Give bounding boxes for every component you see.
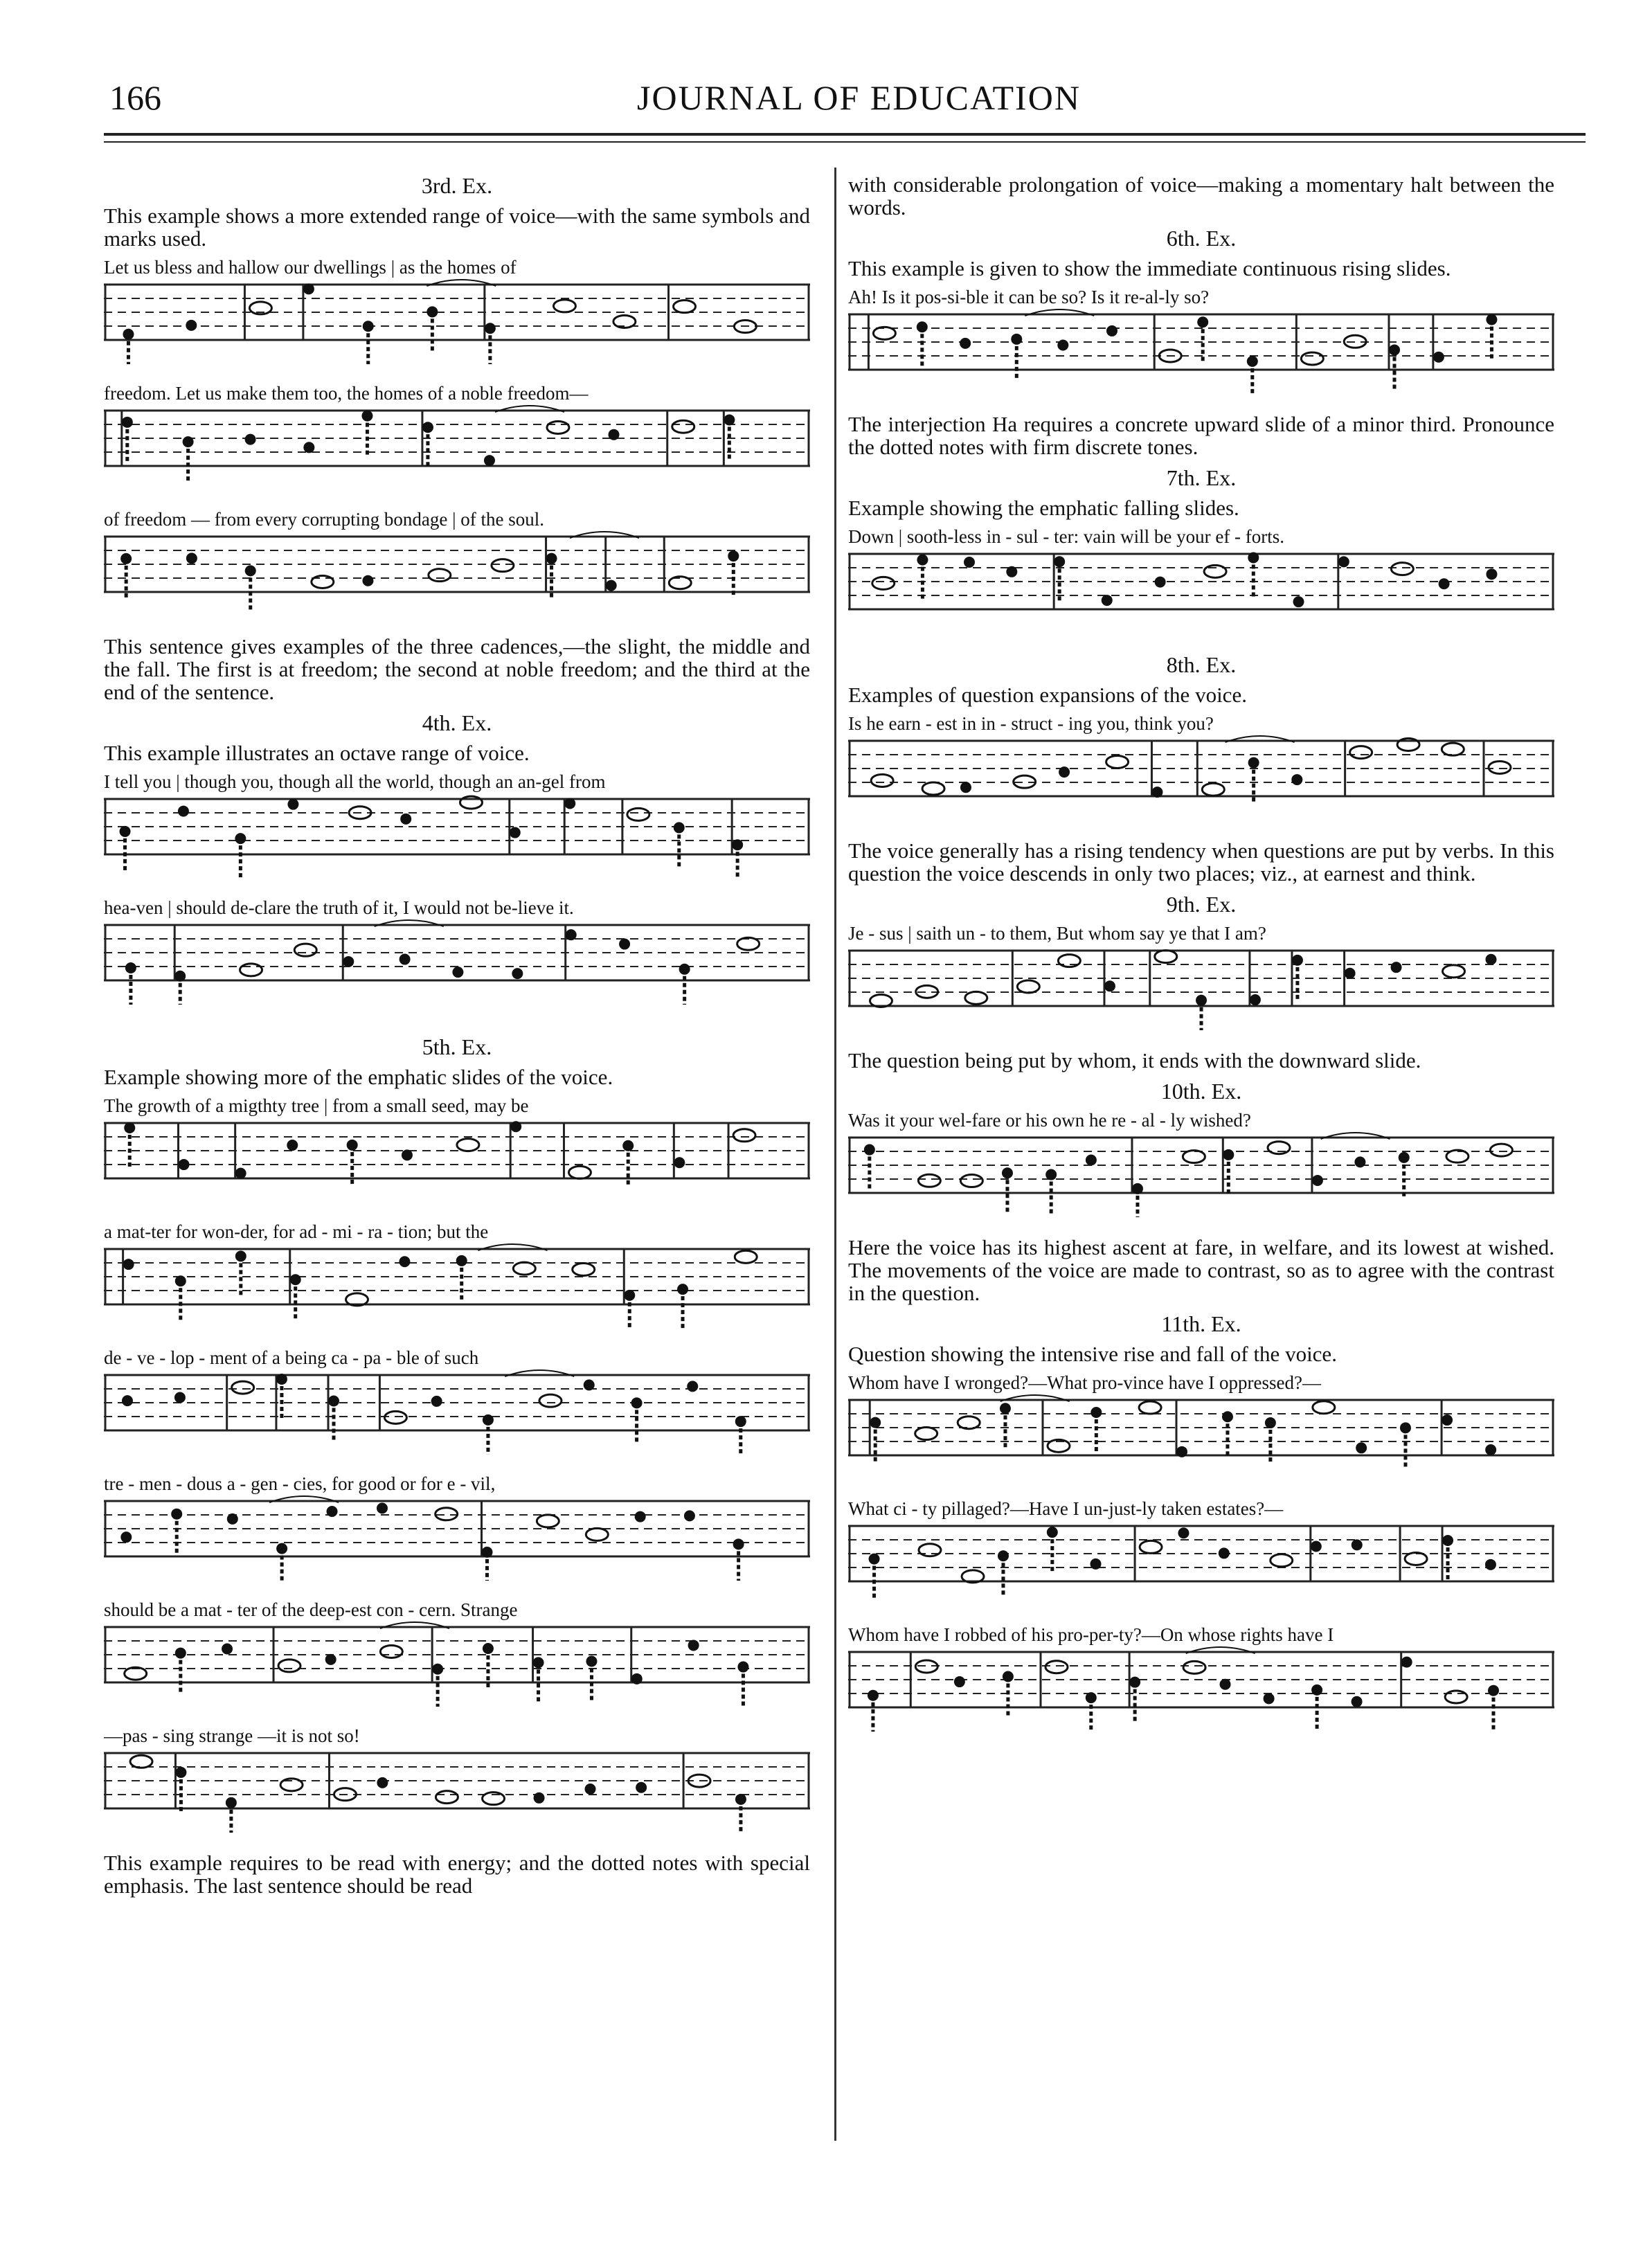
example-heading: 3rd. Ex.	[421, 173, 493, 198]
music-staff	[848, 734, 1554, 824]
column-divider	[834, 168, 836, 2141]
music-staff	[104, 1368, 810, 1458]
example-heading: 9th. Ex.	[1166, 892, 1237, 917]
example-heading: 4th. Ex.	[422, 710, 492, 735]
right-column	[848, 173, 1554, 1750]
example-heading: 10th. Ex.	[1160, 1079, 1242, 1104]
music-staff	[104, 1116, 810, 1206]
music-staff	[848, 1519, 1554, 1609]
paragraph: This example is given to show the immediate continuous rising slides.	[848, 256, 1451, 280]
music-staff	[104, 1242, 810, 1332]
lyric-line: a mat-ter for won-der, for ad - mi - ra - tion; but the	[104, 1221, 489, 1242]
lyric-line: de - ve - lop - ment of a being ca - pa - ble of such	[104, 1347, 479, 1368]
paragraph: Here the voice has its highest ascent at fare, in welfare, and its lowest at wished. The movements of the voice are made to contrast, so as to agree with the contrast in the question.	[848, 1235, 1554, 1305]
music-staff	[104, 1494, 810, 1584]
music-staff	[104, 530, 810, 620]
lyric-line: Let us bless and hallow our dwellings | as the homes of	[104, 257, 517, 278]
paragraph: This sentence gives examples of the three cadences,—the slight, the middle and the fall. The first is at freedom; the second at noble freedom; and the third at the end of the sentence.	[104, 634, 810, 704]
header-rule	[104, 133, 1586, 136]
example-heading: 5th. Ex.	[422, 1034, 492, 1059]
music-staff	[848, 307, 1554, 397]
lyric-line: Down | sooth-less in - sul - ter: vain will be your ef - forts.	[848, 526, 1285, 547]
music-staff	[848, 547, 1554, 637]
music-staff	[104, 278, 810, 368]
music-staff	[104, 792, 810, 882]
paragraph: with considerable prolongation of voice—making a momentary halt between the words.	[848, 172, 1554, 219]
music-staff	[848, 1393, 1554, 1483]
lyric-line: Whom have I wronged?—What pro-vince have I oppressed?—	[848, 1372, 1321, 1393]
paragraph: Example showing more of the emphatic slides of the voice.	[104, 1065, 613, 1089]
lyric-line: Whom have I robbed of his pro-per-ty?—On whose rights have I	[848, 1624, 1334, 1645]
example-heading: 11th. Ex.	[1161, 1311, 1241, 1336]
paragraph: This example illustrates an octave range of voice.	[104, 741, 530, 765]
header-rule-double	[104, 141, 1586, 143]
paragraph: This example shows a more extended range of voice—with the same symbols and marks used.	[104, 204, 810, 251]
music-staff	[848, 1131, 1554, 1221]
lyric-line: —pas - sing strange —it is not so!	[104, 1725, 360, 1746]
music-staff	[104, 918, 810, 1008]
journal-title: JOURNAL OF EDUCATION	[637, 78, 1081, 117]
paragraph: Examples of question expansions of the voice.	[848, 683, 1247, 707]
music-staff	[104, 1620, 810, 1710]
lyric-line: Ah! Is it pos-si-ble it can be so? Is it re-al-ly so?	[848, 287, 1210, 307]
left-column	[104, 173, 810, 1904]
lyric-line: should be a mat - ter of the deep-est con - cern. Strange	[104, 1599, 518, 1620]
example-heading: 8th. Ex.	[1166, 652, 1237, 677]
paragraph: The question being put by whom, it ends with the downward slide.	[848, 1048, 1421, 1072]
music-staff	[848, 1645, 1554, 1735]
music-staff	[848, 944, 1554, 1034]
paragraph: The interjection Ha requires a concrete upward slide of a minor third. Pronounce the dotted notes with firm discrete tones.	[848, 412, 1554, 459]
lyric-line: Je - sus | saith un - to them, But whom say ye that I am?	[848, 923, 1266, 944]
lyric-line: The growth of a migthty tree | from a small seed, may be	[104, 1095, 529, 1116]
music-staff	[104, 404, 810, 494]
lyric-line: I tell you | though you, though all the world, though an an-gel from	[104, 771, 606, 792]
lyric-line: Is he earn - est in in - struct - ing you, think you?	[848, 713, 1214, 734]
music-staff	[104, 1746, 810, 1836]
paragraph: This example requires to be read with energy; and the dotted notes with special emphasis. The last sentence should be read	[104, 1851, 810, 1898]
lyric-line: tre - men - dous a - gen - cies, for good or for e - vil,	[104, 1473, 496, 1494]
lyric-line: freedom. Let us make them too, the homes of a noble freedom—	[104, 383, 589, 404]
lyric-line: hea-ven | should de-clare the truth of it, I would not be-lieve it.	[104, 897, 574, 918]
paragraph: The voice generally has a rising tendency when questions are put by verbs. In this question the voice descends in only two places; viz., at earnest and think.	[848, 838, 1554, 886]
paragraph: Example showing the emphatic falling slides.	[848, 496, 1239, 520]
example-heading: 7th. Ex.	[1166, 465, 1237, 490]
example-heading: 6th. Ex.	[1166, 226, 1237, 251]
page-number: 166	[109, 78, 161, 117]
paragraph: Question showing the intensive rise and fall of the voice.	[848, 1342, 1337, 1366]
lyric-line: Was it your wel-fare or his own he re - al - ly wished?	[848, 1110, 1251, 1131]
lyric-line: What ci - ty pillaged?—Have I un-just-ly taken estates?—	[848, 1498, 1284, 1519]
lyric-line: of freedom — from every corrupting bondage | of the soul.	[104, 509, 544, 530]
